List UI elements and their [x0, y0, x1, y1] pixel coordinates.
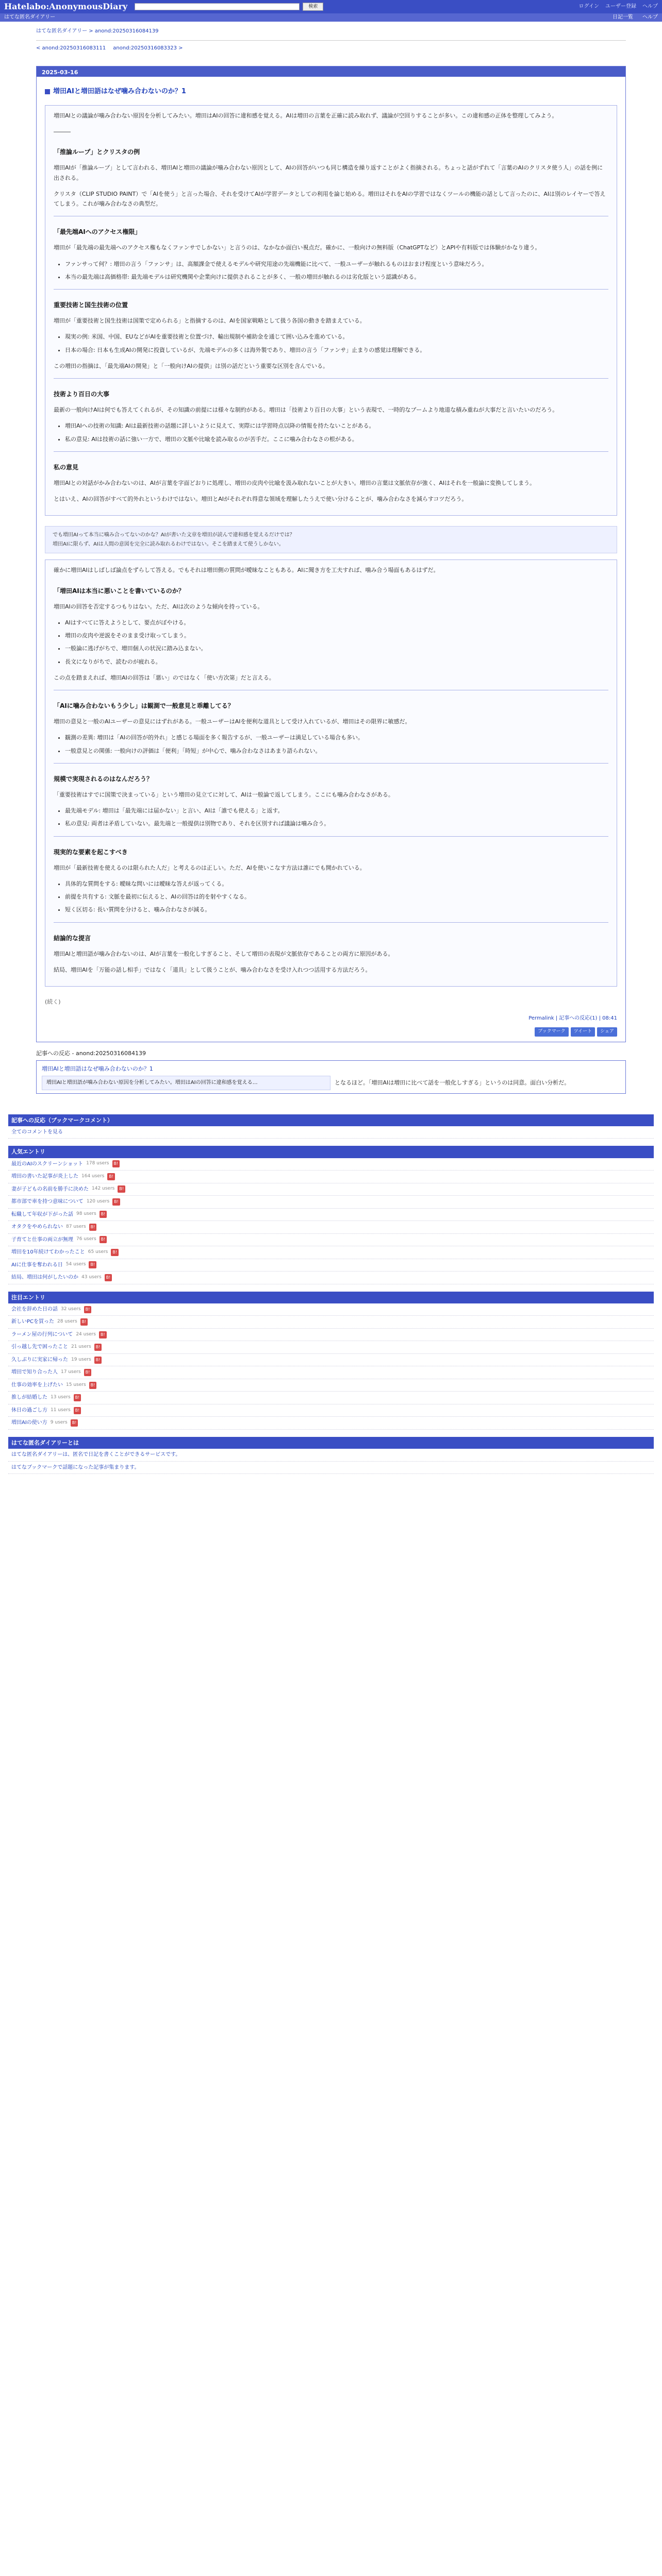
list-item	[8, 1341, 654, 1354]
section-para: 最新の一般向けAIは何でも答えてくれるが、その知識の前提には様々な制約がある。増田は「技術より百日の大事」という表現で、一時的なブームより地道な積み重ねが大事だと言いたいのだろう。	[54, 406, 558, 413]
trackback-quote: 増田AIと増田語が噛み合わない原因を分析してみたい。増田はAIの回答に違和感を覚える…	[42, 1076, 330, 1090]
section-list	[54, 618, 608, 667]
list-item	[8, 1196, 654, 1209]
section-header: はてな匿名ダイアリーとは	[8, 1437, 654, 1449]
divider	[54, 922, 608, 923]
intro-para: 増田AIとの議論が噛み合わない原因を分析してみたい。増田はAIの回答に違和感を覚える。AIは増田の言葉を正確に読み取れず、議論が空回りすることが多い。この違和感の正体を整理してみよう。	[54, 112, 558, 119]
list-item: • 一般論に逃げがちで、増田個人の状況に踏み込まない。	[65, 643, 608, 653]
breadcrumb-link[interactable]: はてな匿名ダイアリー > anond:20250316084139	[36, 28, 159, 34]
list-link[interactable]: 都市部で車を持つ意味について	[11, 1199, 84, 1205]
share-buttons	[45, 1027, 617, 1037]
bookmark-badge-icon[interactable]: B!	[84, 1306, 92, 1313]
list-link[interactable]: 久しぶりに実家に帰った	[11, 1357, 68, 1363]
list-link[interactable]: 結局、増田は何がしたいのか	[11, 1275, 78, 1280]
bookmark-badge-icon[interactable]: B!	[112, 1160, 120, 1167]
list-link[interactable]: オタクをやめられない	[11, 1224, 63, 1230]
section-heading: 「増田AIは本当に悪いことを書いているのか？	[54, 587, 185, 595]
section-para: クリスタ（CLIP STUDIO PAINT）で「AIを使う」と言った場合、それを受けてAIが学習データとしての利用を論じ始める。増田はそれをAIの学習ではなくツールの機能の話として言ったのに、AIは別のレイヤーで答えてしまう。これが噛み合わなさの典型だ。	[54, 190, 606, 207]
section-heading: 技術より百日の大事	[54, 391, 110, 398]
bookmark-count[interactable]: 13 users	[51, 1395, 71, 1400]
section-para: 増田AIと増田語が噛み合わないのは、AIが言葉を一般化しすぎること、そして増田の表現が文脈依存であることの両方に原因がある。	[54, 950, 394, 957]
list-item: • 長文になりがちで、読むのが疲れる。	[65, 657, 608, 667]
list-item: • 短く区切る: 長い質問を分けると、噛み合わなさが減る。	[65, 905, 608, 914]
quote-box	[45, 526, 617, 553]
quote-line: でも増田AIって本当に噛み合ってないのかな？AIが書いた文章を増田が読んで違和感を覚えるだけでは？	[53, 532, 295, 538]
bookmark-count[interactable]: 43 users	[81, 1274, 102, 1280]
list-item	[8, 1354, 654, 1367]
sub-nav-link[interactable]: ヘルプ	[642, 14, 658, 21]
bookmark-badge-icon[interactable]: B!	[111, 1249, 119, 1256]
bookmark-badge-icon[interactable]: B!	[74, 1407, 81, 1414]
bookmark-badge-icon[interactable]: B!	[74, 1394, 81, 1401]
bookmark-count[interactable]: 76 users	[76, 1236, 96, 1242]
bookmark-badge-icon[interactable]: B!	[100, 1236, 107, 1243]
list-link[interactable]: はてなブックマークで話題になった記事が集まります。	[11, 1464, 140, 1470]
sub-nav	[0, 13, 662, 22]
bookmark-badge-icon[interactable]: B!	[100, 1211, 107, 1218]
divider	[36, 40, 626, 41]
list-item	[8, 1449, 654, 1462]
quote-line: 増田AIに限らず、AIは人間の意図を完全に読み取れるわけではない。そこを踏まえて使うしかない。	[53, 541, 284, 547]
list-link[interactable]: 新しいPCを買った	[11, 1319, 55, 1325]
section-heading: 重要技術と国生技術の位置	[54, 301, 128, 309]
header-bar	[0, 0, 662, 13]
list-item	[8, 1246, 654, 1259]
prev-entry-link[interactable]: < anond:20250316083111	[36, 45, 106, 51]
bookmark-badge-icon[interactable]: B!	[71, 1419, 78, 1427]
section-para: 結局、増田AIを「万能の話し相手」ではなく「道具」として扱うことが、噛み合わなさを受け入れつつ活用する方法だろう。	[54, 966, 371, 973]
bookmark-count[interactable]: 120 users	[86, 1198, 110, 1204]
bookmark-count[interactable]: 9 users	[50, 1420, 68, 1426]
section-heading: 「最先端AIへのアクセス権限」	[54, 228, 141, 236]
list-link[interactable]: 仕事の効率を上げたい	[11, 1382, 63, 1388]
list-item	[8, 1171, 654, 1183]
list-link[interactable]: 妻が子どもの名前を勝手に決めた	[11, 1186, 89, 1192]
trackback-entry-link[interactable]: 増田AIと増田語はなぜ噛み合わないのか？1	[42, 1065, 153, 1072]
list-item	[8, 1234, 654, 1247]
section-heading: 私の意見	[54, 463, 79, 471]
bookmark-badge-icon[interactable]: B!	[89, 1382, 97, 1389]
section-para: 増田AIの回答を否定するつもりはない。ただ、AIは次のような傾向を持っている。	[54, 603, 263, 610]
search-input[interactable]	[135, 3, 300, 10]
bookmark-count[interactable]: 87 users	[66, 1224, 86, 1229]
section-para: 増田が「最先端の最先端へのアクセス権もなくファンサでしかない」と言うのは、なかなか面白い視点だ。確かに、一般向けの無料版（ChatGPTなど）とAPIや有料版では体験がかなり違う。	[54, 244, 541, 251]
list-link[interactable]: はてな匿名ダイアリーは、匿名で日記を書くことができるサービスです。	[11, 1452, 181, 1458]
entry-title[interactable]	[45, 86, 617, 98]
next-entry-link[interactable]: anond:20250316083323 >	[113, 45, 183, 51]
divider	[54, 836, 608, 837]
list-item	[8, 1221, 654, 1234]
sub-nav-home[interactable]: はてな匿名ダイアリー	[4, 14, 56, 21]
bookmark-count[interactable]: 178 users	[86, 1161, 109, 1166]
bookmark-badge-icon[interactable]: B!	[89, 1261, 96, 1268]
bookmark-badge-icon[interactable]: B!	[105, 1274, 112, 1281]
list-item	[8, 1209, 654, 1222]
list-link[interactable]: 増田で知り合った人	[11, 1369, 58, 1376]
bookmark-badge-icon[interactable]: B!	[107, 1173, 115, 1180]
list-item	[8, 1126, 654, 1139]
bookmark-badge-icon[interactable]: B!	[94, 1357, 102, 1364]
list-link[interactable]: 転職して年収が下がった話	[11, 1211, 73, 1217]
list-item: • 増田AIへの技術の知識: AIは最新技術の話題に詳しいように見えて、実際には学習時点以降の情報を持たないことがある。	[65, 421, 608, 431]
list-item	[8, 1303, 654, 1316]
section-heading: 規模で実現されるのはなんだろう？	[54, 775, 153, 783]
list-item	[8, 1329, 654, 1342]
trackback-label: 記事への反応 - anond:20250316084139	[36, 1049, 146, 1057]
bookmark-count[interactable]: 32 users	[61, 1306, 81, 1312]
section-para: この点を踏まえれば、増田AIの回答は「悪い」のではなく「使い方次第」だと言える。	[54, 674, 275, 681]
section-list	[54, 733, 608, 756]
entry-body-part1	[45, 105, 617, 516]
bookmark-badge-icon[interactable]: B!	[99, 1331, 107, 1338]
entry-footer	[45, 1010, 617, 1027]
breadcrumb	[0, 22, 662, 38]
section-para: 増田が「重要技術と国生技術は国策で定められる」と指摘するのは、AIを国家戦略として扱う各国の動きを踏まえている。	[54, 317, 366, 324]
neighbor-nav	[0, 44, 662, 53]
entry-title-text: 増田AIと増田語はなぜ噛み合わないのか？1	[53, 88, 186, 95]
bookmark-badge-icon[interactable]: B!	[112, 1198, 120, 1206]
part2-intro: 確かに増田AIはしばしば論点をずらして答える。でもそれは増田側の質問が曖昧なこともある。AIに聞き方を工夫すれば、噛み合う場面もあるはずだ。	[54, 567, 439, 574]
trackback-entry	[42, 1076, 620, 1090]
list-item	[8, 1158, 654, 1171]
site-logo[interactable]: Hatelabo:AnonymousDiary	[4, 2, 128, 11]
bookmark-count[interactable]: 28 users	[57, 1319, 77, 1325]
section-heading: 「AIに噛み合わないもう少し」は観測で一般意見と乖離してる？	[54, 702, 234, 709]
list-link[interactable]: 全てのコメントを見る	[11, 1129, 63, 1135]
list-link[interactable]: 休日の過ごし方	[11, 1407, 47, 1413]
header-link[interactable]: ヘルプ	[642, 4, 658, 10]
bookmark-badge-icon[interactable]: B!	[118, 1185, 125, 1193]
section-heading: 現実的な要素を起こすべき	[54, 848, 128, 856]
divider	[54, 289, 608, 290]
bookmark-count[interactable]: 24 users	[76, 1331, 96, 1337]
list-link[interactable]: 増田の書いた記事が炎上した	[11, 1174, 78, 1179]
tweet-button[interactable]: ツイート	[571, 1027, 595, 1037]
list-item	[8, 1392, 654, 1404]
trackback-box	[36, 1060, 626, 1094]
list-link[interactable]: 最近のAIのスクリーンショット	[11, 1161, 84, 1167]
bookmark-count[interactable]: 98 users	[76, 1211, 96, 1217]
list-item: • 前提を共有する: 文脈を最初に伝えると、AIの回答は的を射やすくなる。	[65, 892, 608, 902]
list-link[interactable]: 引っ越し先で困ったこと	[11, 1344, 68, 1350]
list-item: • 本当の最先端は高価格帯: 最先端モデルは研究機関や企業向けに提供されることが多く、一般の増田が触れるのは劣化版という認識がある。	[65, 272, 608, 282]
trackback-section	[36, 1048, 626, 1094]
bookmark-badge-icon[interactable]: B!	[89, 1224, 97, 1231]
list-item	[8, 1379, 654, 1392]
section-list	[54, 421, 608, 444]
search-button[interactable]: 検索	[303, 3, 323, 11]
list-link[interactable]: AIに仕事を奪われる日	[11, 1262, 63, 1268]
section-para: 増田の意見と一般のAIユーザーの意見にはずれがある。一般ユーザーはAIを便利な道具として受け入れているが、増田はその限界に敏感だ。	[54, 718, 411, 725]
title-square-icon	[45, 89, 50, 94]
list-item	[8, 1404, 654, 1417]
diary-entry	[36, 66, 626, 1042]
section-header: 人気エントリ	[8, 1146, 654, 1158]
section-para: 「重要技術はすでに国策で決まっている」という増田の見立てに対して、AIは一般論で返してしまう。ここにも噛み合わなさがある。	[54, 791, 394, 798]
list-item	[8, 1259, 654, 1272]
section-list	[54, 806, 608, 829]
header-links	[579, 2, 658, 11]
list-item: • AIはすべてに答えようとして、要点がぼやける。	[65, 618, 608, 628]
list-item: • 一般意見との関係: 一般向けの評価は「便利」「時短」が中心で、噛み合わなさはあまり語られない。	[65, 746, 608, 756]
list-item: • ファンサって何？: 増田の言う「ファンサ」は、高額課金で使えるモデルや研究用途の先端機能に比べて、一般ユーザーが触れるものはおまけ程度という意味だろう。	[65, 259, 608, 269]
bookmark-count[interactable]: 164 users	[81, 1173, 105, 1179]
bookmark-button[interactable]: ブックマーク	[535, 1027, 568, 1037]
section-para: 増田が「最新技術を使えるのは限られた人だ」と考えるのは正しい。ただ、AIを使いこなす方法は誰にでも開かれている。	[54, 864, 366, 871]
section-list	[54, 259, 608, 282]
divider	[54, 378, 608, 379]
header-link[interactable]: ログイン	[578, 4, 599, 10]
section-list	[54, 879, 608, 915]
section-heading: 「推論ループ」とクリスタの例	[54, 148, 140, 156]
header-link[interactable]: ユーザー登録	[605, 4, 636, 10]
bookmark-count[interactable]: 19 users	[71, 1357, 91, 1362]
list-item	[8, 1272, 654, 1284]
section-para: 増田AIとの対話がかみ合わないのは、AIが言葉を字面どおりに処理し、増田の皮肉や比喩を汲み取れないことが大きい。増田の言葉は文脈依存が強く、AIはそれを一般論に変換してしまう。	[54, 479, 536, 486]
entry-body-part2	[45, 560, 617, 987]
section-para: 増田AIが「推論ループ」として言われる、増田AIと増田の議論が噛み合わない原因として、AIの回答がいつも同じ構造を繰り返すことがよく指摘される。ちょっと話がずれて「言葉のAIのクリスタ使う人」の話を例に出される。	[54, 164, 603, 181]
section-para: とはいえ、AIの回答がすべて的外れというわけではない。増田とAIがそれぞれ得意な領域を理解したうえで使い分けることが、噛み合わなさを減らすコツだろう。	[54, 496, 468, 502]
bookmark-count[interactable]: 17 users	[61, 1369, 81, 1375]
section-heading: 結論的な提言	[54, 934, 91, 942]
bookmark-badge-icon[interactable]: B!	[94, 1344, 102, 1351]
divider	[54, 763, 608, 764]
closing-text: (続く)	[45, 998, 61, 1005]
list-link[interactable]: 会社を辞めた日の話	[11, 1306, 58, 1312]
list-item: • 観測の差異: 増田は「AIの回答が的外れ」と感じる場面を多く報告するが、一般ユーザーは満足している場合も多い。	[65, 733, 608, 742]
bookmark-count[interactable]: 21 users	[71, 1344, 91, 1350]
list-link[interactable]: 推しが結婚した	[11, 1395, 47, 1401]
list-item	[8, 1462, 654, 1475]
divider	[54, 451, 608, 452]
section-para: この増田の指摘は、「最先端AIの開発」と「一般向けAIの提供」は別の話だという重要な区別を含んでいる。	[54, 362, 329, 369]
sidebar-lists	[8, 1114, 654, 1475]
list-item	[8, 1316, 654, 1329]
permalink[interactable]: Permalink | 記事への反応(1) | 08:41	[528, 1015, 617, 1022]
list-item	[8, 1417, 654, 1430]
list-link[interactable]: 子育てと仕事の両立が無理	[11, 1236, 73, 1243]
bookmark-count[interactable]: 11 users	[51, 1407, 71, 1413]
list-item	[8, 1183, 654, 1196]
section-header: 記事への反応（ブックマークコメント）	[8, 1114, 654, 1126]
list-item: • 私の意見: 両者は矛盾していない。最先端と一般提供は別物であり、それを区別すれば議論は噛み合う。	[65, 819, 608, 828]
bookmark-badge-icon[interactable]: B!	[80, 1318, 88, 1326]
list-link[interactable]: 増田を10年続けてわかったこと	[11, 1249, 85, 1255]
bookmark-count[interactable]: 54 users	[65, 1262, 86, 1267]
list-link[interactable]: ラーメン屋の行列について	[11, 1331, 73, 1337]
list-link[interactable]: 増田AIの使い方	[11, 1420, 47, 1426]
list-item: • 現実の例: 米国、中国、EUなどがAIを重要技術と位置づけ、輸出規制や補助金を通じて囲い込みを進めている。	[65, 332, 608, 342]
trackback-note: となるほど。「増田AIは増田に比べて話を一般化しすぎる」というのは同意。面白い分析だ。	[335, 1079, 570, 1087]
section-list	[54, 332, 608, 355]
share-button[interactable]: シェア	[597, 1027, 617, 1037]
list-item: • 具体的な質問をする: 曖昧な問いには曖昧な答えが返ってくる。	[65, 879, 608, 889]
entry-date: 2025-03-16	[37, 66, 625, 77]
sub-nav-link[interactable]: 日記一覧	[613, 14, 633, 21]
list-item: • 増田の皮肉や逆説をそのまま受け取ってしまう。	[65, 631, 608, 640]
bookmark-badge-icon[interactable]: B!	[84, 1369, 92, 1376]
bookmark-count[interactable]: 65 users	[88, 1249, 108, 1255]
intro-separator: ―――	[54, 128, 71, 135]
list-item: • 日本の場合: 日本も生成AIの開発に投資しているが、先端モデルの多くは海外製であり、増田の言う「ファンサ」止まりの感覚は理解できる。	[65, 345, 608, 355]
list-item: • 最先端モデル: 増田は「最先端には届かない」と言い、AIは「誰でも使える」と返す。	[65, 806, 608, 816]
section-header: 注目エントリ	[8, 1292, 654, 1303]
list-item: • 私の意見: AIは技術の話に強い一方で、増田の文脈や比喩を読み取るのが苦手だ。ここに噛み合わなさの根がある。	[65, 434, 608, 444]
list-item	[8, 1366, 654, 1379]
bookmark-count[interactable]: 15 users	[66, 1382, 86, 1387]
bookmark-count[interactable]: 142 users	[92, 1186, 115, 1192]
